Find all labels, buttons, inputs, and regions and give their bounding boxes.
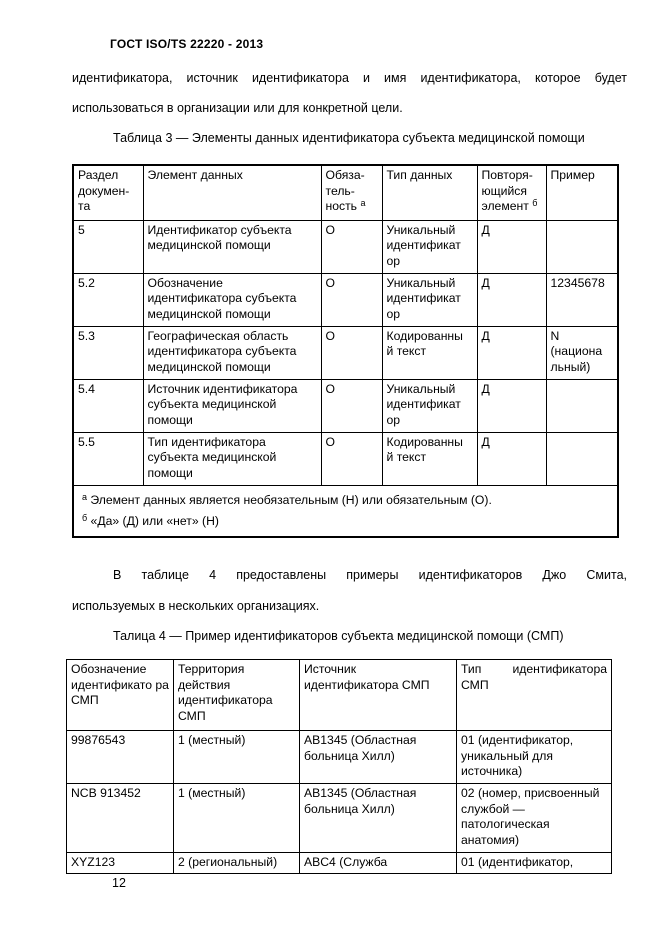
table-cell: Уникальный идентификат ор <box>382 273 477 326</box>
table-cell: Географическая область идентификатора субъекта медицинской помощи <box>143 326 321 379</box>
middle-line-2: используемых в нескольких организациях. <box>72 599 320 613</box>
table-cell: AB1345 (Областная больница Хилл) <box>300 731 457 784</box>
table-4-caption: Талица 4 — Пример идентификаторов субъекта медицинской помощи (СМП) <box>113 629 564 643</box>
table-cell: 1 (местный) <box>174 731 300 784</box>
table-row <box>73 220 618 273</box>
table-cell: Д <box>477 432 546 485</box>
table-cell: 5.4 <box>73 379 143 432</box>
table-cell: О <box>321 220 382 273</box>
middle-line-1: В таблице 4 предоставлены примеры идентификаторов Джо Смита, <box>113 568 627 582</box>
table-cell: 01 (идентификатор, уникальный для источника) <box>457 731 612 784</box>
intro-line-2: использоваться в организации или для конкретной цели. <box>72 101 403 115</box>
table-cell <box>546 379 618 432</box>
footnote-mark: б <box>82 512 88 523</box>
table-row <box>67 853 612 874</box>
table-3-header-cell <box>321 165 382 220</box>
table-cell: 5 <box>73 220 143 273</box>
table-3 <box>72 164 619 538</box>
table-3-header-cell: Пример <box>546 165 618 220</box>
table-4-header-cell: Тип идентификатора СМП <box>457 660 612 731</box>
header-label: Обяза-тель-ность <box>325 168 365 213</box>
table-cell: Уникальный идентификат ор <box>382 379 477 432</box>
intro-line-1: идентификатора, источник идентификатора и имя идентификатора, которое будет <box>72 71 627 85</box>
table-4-header-cell: Обозначение идентификато ра СМП <box>67 660 174 731</box>
table-cell <box>546 220 618 273</box>
document-header: ГОСТ ISO/TS 22220 - 2013 <box>110 37 264 51</box>
table-cell: 99876543 <box>67 731 174 784</box>
table-4-header-cell: Источник идентификатора СМП <box>300 660 457 731</box>
footnote-2 <box>82 511 613 532</box>
table-cell: 12345678 <box>546 273 618 326</box>
table-cell: NCB 913452 <box>67 784 174 853</box>
table-row <box>67 784 612 853</box>
table-row <box>73 379 618 432</box>
table-cell: 5.5 <box>73 432 143 485</box>
table-cell: N (национа льный) <box>546 326 618 379</box>
table-row <box>73 432 618 485</box>
table-row <box>73 273 618 326</box>
table-cell: 02 (номер, присвоенный службой — патологическая анатомия) <box>457 784 612 853</box>
table-cell: 5.3 <box>73 326 143 379</box>
table-cell: О <box>321 432 382 485</box>
table-cell: О <box>321 273 382 326</box>
table-cell: 2 (региональный) <box>174 853 300 874</box>
header-label: Повторя-ющийся элемент <box>481 168 533 213</box>
table-cell: Тип идентификатора субъекта медицинской помощи <box>143 432 321 485</box>
table-4 <box>66 659 612 874</box>
table-4-header-row <box>67 660 612 731</box>
table-cell: О <box>321 326 382 379</box>
table-cell: 1 (местный) <box>174 784 300 853</box>
footnotes-cell <box>73 485 618 537</box>
table-cell: Идентификатор субъекта медицинской помощи <box>143 220 321 273</box>
table-row <box>67 731 612 784</box>
page-number: 12 <box>112 876 126 890</box>
table-3-header-row <box>73 165 618 220</box>
table-cell: Обозначение идентификатора субъекта медицинской помощи <box>143 273 321 326</box>
table-cell: XYZ123 <box>67 853 174 874</box>
table-cell: О <box>321 379 382 432</box>
table-cell: Д <box>477 379 546 432</box>
table-cell: Уникальный идентификат ор <box>382 220 477 273</box>
footnote-text: «Да» (Д) или «нет» (Н) <box>90 513 219 528</box>
table-cell: Кодированны й текст <box>382 326 477 379</box>
table-3-footnotes <box>73 485 618 537</box>
footnote-1 <box>82 490 613 511</box>
table-cell: ABC4 (Служба <box>300 853 457 874</box>
table-3-header-cell <box>477 165 546 220</box>
footnote-mark: б <box>532 198 538 208</box>
footnote-mark: а <box>360 198 366 208</box>
table-cell: Д <box>477 326 546 379</box>
table-cell: Кодированны й текст <box>382 432 477 485</box>
table-cell: Источник идентификатора субъекта медицинской помощи <box>143 379 321 432</box>
table-cell: 5.2 <box>73 273 143 326</box>
table-cell <box>546 432 618 485</box>
table-3-header-cell: Элемент данных <box>143 165 321 220</box>
table-cell: Д <box>477 220 546 273</box>
table-cell: AB1345 (Областная больница Хилл) <box>300 784 457 853</box>
table-3-header-cell: Раздел докумен-та <box>73 165 143 220</box>
table-cell: Д <box>477 273 546 326</box>
table-3-header-cell: Тип данных <box>382 165 477 220</box>
footnote-text: Элемент данных является необязательным (Н) или обязательным (О). <box>90 492 492 507</box>
footnote-mark: а <box>82 491 88 502</box>
table-3-caption: Таблица 3 — Элементы данных идентификатора субъекта медицинской помощи <box>113 131 585 145</box>
table-row <box>73 326 618 379</box>
table-cell: 01 (идентификатор, <box>457 853 612 874</box>
table-4-header-cell: Территория действия идентификатора СМП <box>174 660 300 731</box>
